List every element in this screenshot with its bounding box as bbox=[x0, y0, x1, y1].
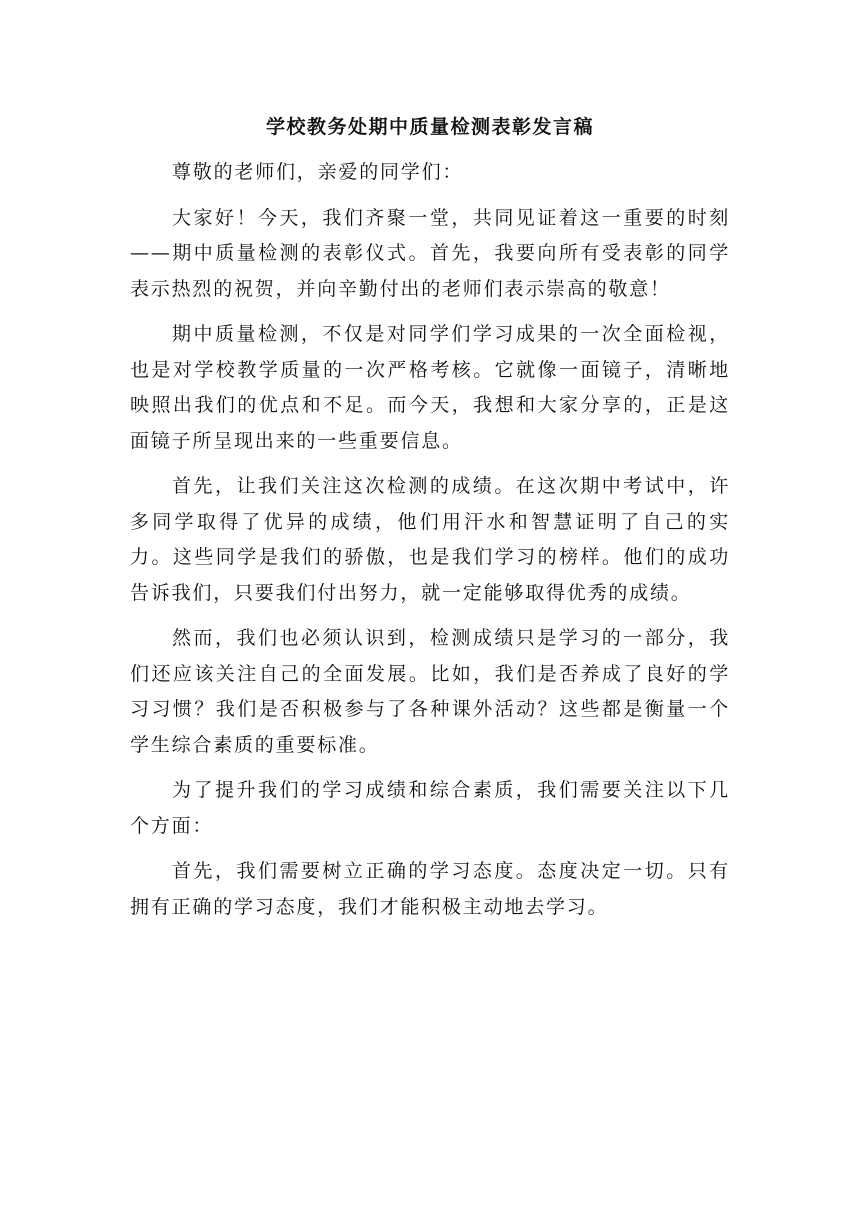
paragraph-greeting: 大家好！今天，我们齐聚一堂，共同见证着这一重要的时刻——期中质量检测的表彰仪式。首先，我要向所有受表彰的同学表示热烈的祝贺，并向辛勤付出的老师们表示崇高的敬意！ bbox=[130, 206, 730, 300]
paragraph-salutation: 尊敬的老师们，亲爱的同学们： bbox=[172, 161, 464, 183]
document-title: 学校教务处期中质量检测表彰发言稿 bbox=[265, 116, 594, 138]
paragraph-exam-overview: 期中质量检测，不仅是对同学们学习成果的一次全面检视，也是对学校教学质量的一次严格考核。它就像一面镜子，清晰地映照出我们的优点和不足。而今天，我想和大家分享的，正是这面镜子所呈现出来的一些重要信息。 bbox=[130, 323, 730, 452]
paragraph-overall-development: 然而，我们也必须认识到，检测成绩只是学习的一部分，我们还应该关注自己的全面发展。比如，我们是否养成了良好的学习习惯？我们是否积极参与了各种课外活动？这些都是衡量一个学生综合素质的重要标准。 bbox=[130, 627, 730, 756]
paragraph-results: 首先，让我们关注这次检测的成绩。在这次期中考试中，许多同学取得了优异的成绩，他们用汗水和智慧证明了自己的实力。这些同学是我们的骄傲，也是我们学习的榜样。他们的成功告诉我们，只要我们付出努力，就一定能够取得优秀的成绩。 bbox=[130, 475, 730, 604]
paragraph-learning-attitude: 首先，我们需要树立正确的学习态度。态度决定一切。只有拥有正确的学习态度，我们才能积极主动地去学习。 bbox=[130, 860, 730, 918]
document-body bbox=[130, 155, 730, 935]
paragraph-aspects-intro: 为了提升我们的学习成绩和综合素质，我们需要关注以下几个方面： bbox=[130, 779, 730, 837]
